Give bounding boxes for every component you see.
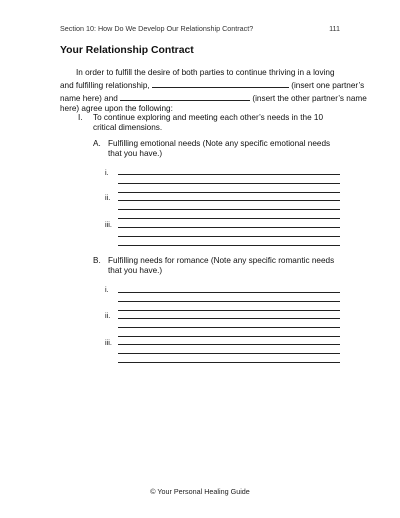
answer-line[interactable] [118,192,340,193]
item-numeral: i. [105,168,109,177]
page-number: 111 [329,24,340,33]
intro-text: and fulfilling relationship, [60,80,150,90]
section-numeral: I. [78,113,83,122]
answer-line[interactable] [118,200,340,201]
section-text: To continue exploring and meeting each other’s needs in the 10 critical dimensions. [93,113,324,133]
subsection-letter: A. [93,139,101,148]
answer-line[interactable] [118,183,340,184]
partner-one-name-field[interactable] [152,79,289,88]
answer-line[interactable] [118,292,340,293]
partner-two-name-field[interactable] [120,92,250,101]
page-header [60,24,340,36]
answer-line[interactable] [118,301,340,302]
answer-line[interactable] [118,362,340,363]
answer-line[interactable] [118,336,340,337]
subsection-text: Fulfilling needs for romance (Note any specific romantic needs that you have.) [108,256,335,276]
answer-line[interactable] [118,227,340,228]
item-numeral: ii. [105,311,111,320]
answer-line[interactable] [118,218,340,219]
section-title: Section 10: How Do We Develop Our Relationship Contract? [60,24,254,33]
intro-line-3 [60,92,367,105]
subsection-text: Fulfilling emotional needs (Note any specific emotional needs that you have.) [108,139,331,159]
answer-line[interactable] [118,310,340,311]
page-footer: © Your Personal Healing Guide [150,487,250,496]
item-numeral: iii. [105,220,112,229]
intro-paragraph [60,68,367,115]
document-heading: Your Relationship Contract [60,45,194,56]
item-numeral: ii. [105,193,111,202]
intro-line-2 [60,79,365,92]
intro-line-4: here) agree upon the following: [60,104,173,114]
answer-line[interactable] [118,209,340,210]
answer-line[interactable] [118,344,340,345]
intro-text: (insert the other partner’s name [252,93,367,103]
intro-text: (insert one partner’s [291,80,365,90]
intro-line-1: In order to fulfill the desire of both parties to continue thriving in a loving [76,68,335,77]
intro-text: name here) and [60,93,118,103]
item-numeral: i. [105,285,109,294]
subsection-letter: B. [93,256,101,265]
answer-line[interactable] [118,236,340,237]
answer-line[interactable] [118,353,340,354]
item-numeral: iii. [105,338,112,347]
answer-line[interactable] [118,174,340,175]
answer-line[interactable] [118,327,340,328]
answer-line[interactable] [118,245,340,246]
answer-line[interactable] [118,318,340,319]
